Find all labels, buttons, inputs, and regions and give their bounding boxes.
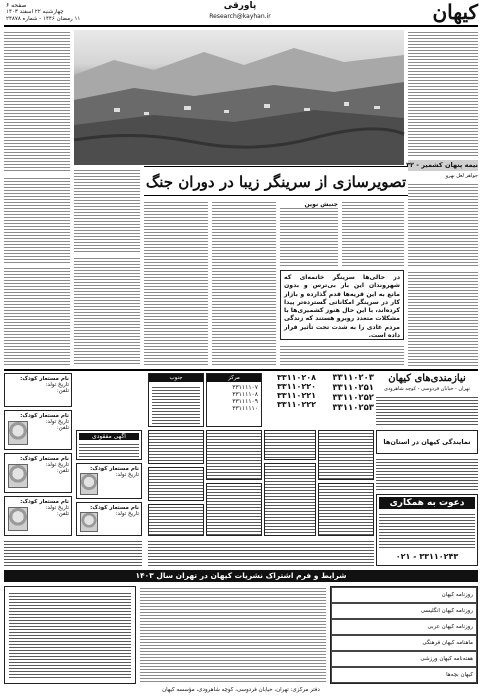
phone-number: ۳۳۱۱۰۲۵۳: [332, 403, 374, 413]
phone-number: ۳۳۱۱۱۱۰۸: [232, 391, 258, 398]
subscription-title: شرایط و فرم اشتراک نشریات کیهان در تهران سال ۱۴۰۳: [135, 571, 347, 580]
newspaper-logo: کیهان: [432, 0, 478, 24]
phone-number: ۳۳۱۱۱۱۰۹: [232, 398, 258, 405]
headline: تصویرسازی از سرینگر زیبا در دوران جنگ: [145, 173, 407, 191]
text-column: [4, 30, 70, 172]
cooperation-phone: ۳۳۱۱۰۲۴۳ - ۰۲۱: [395, 552, 459, 561]
classified-ad: [264, 463, 316, 536]
child-card: [4, 410, 72, 450]
table-row: روزنامه کیهان عربی: [331, 619, 477, 635]
phone-number: ۳۳۱۱۰۲۰۸: [276, 373, 316, 382]
text-column: [280, 200, 338, 266]
landscape-illustration: [74, 30, 404, 165]
text-column: [4, 539, 142, 566]
phone-number: ۳۳۱۱۰۲۲۰: [276, 382, 316, 391]
col-header-center: مرکز: [207, 374, 261, 382]
child-card: [76, 463, 142, 499]
table-row: ماهنامه کیهان فرهنگی: [331, 635, 477, 651]
text-column: [376, 457, 478, 491]
headline-box: [144, 166, 408, 196]
child-date-label: تاریخ تولد:: [45, 382, 69, 388]
child-date-label: تاریخ تولد:: [45, 419, 69, 425]
child-phone-label: تلفن:: [56, 388, 69, 394]
child-card: [4, 496, 72, 536]
cooperation-title: دعوت به همکاری: [379, 497, 475, 509]
srinagar-photo: [74, 30, 404, 165]
child-photo: [8, 507, 28, 531]
subscription-form: [4, 586, 136, 684]
text-column: [148, 539, 374, 566]
phone-number: ۳۳۱۱۰۲۲۲: [276, 400, 316, 409]
series-label-box: [408, 160, 478, 171]
child-phone-label: تلفن:: [56, 425, 69, 431]
ads-banner: [376, 373, 478, 427]
child-photo: [80, 473, 98, 495]
classified-ad: [318, 430, 374, 480]
text-column: [74, 168, 140, 253]
lost-notice-title: آگهی مفقودی: [79, 433, 139, 440]
ads-banner-title: نیازمندی‌های کیهان: [388, 373, 466, 384]
child-photo: [80, 512, 98, 532]
phone-number: ۳۳۱۱۰۲۰۳: [332, 373, 374, 383]
table-row: روزنامه کیهان: [331, 587, 477, 603]
child-name-label: نام مستعار کودک:: [20, 499, 69, 505]
byline-note: جواهر لعل نهرو: [445, 173, 478, 179]
subscription-footer: دفتر مرکزی: تهران، خیابان فردوسی، کوچه شاهرودی، مؤسسه کیهان: [162, 687, 320, 693]
cooperation-ad: [376, 494, 478, 566]
notice-box: [376, 430, 478, 454]
text-column: [4, 176, 70, 264]
phone-number: ۳۳۱۱۰۲۵۲: [332, 393, 374, 403]
child-card: [4, 453, 72, 493]
ads-banner-address: تهران - خیابان فردوسی - کوچه شاهرودی: [384, 386, 470, 392]
child-name-label: نام مستعار کودک:: [90, 466, 139, 472]
classified-ad: [148, 504, 204, 536]
subscription-banner: [4, 570, 478, 582]
header-rule: [4, 25, 478, 27]
text-column: [408, 182, 478, 266]
table-row: روزنامه کیهان انگلیسی: [331, 603, 477, 619]
child-date-label: تاریخ تولد:: [45, 505, 69, 511]
text-column: [408, 270, 478, 366]
section-email: Research@kayhan.ir: [209, 13, 271, 20]
classified-ad: [148, 467, 204, 501]
col-header-south: جنوب: [149, 374, 203, 382]
classified-ad: [148, 430, 204, 464]
phone-number: ۳۳۱۱۱۱۰۷: [232, 384, 258, 391]
child-photo: [8, 464, 28, 488]
issue-number: ۱۱ رمضان ۱۴۴۶ - شماره ۲۴۸۷۸: [6, 16, 81, 22]
page-number: صفحه ۶: [6, 2, 27, 9]
text-column: [408, 30, 478, 158]
section-rule: [4, 369, 478, 371]
child-name-label: نام مستعار کودک:: [20, 376, 69, 382]
boxed-quote: [280, 270, 404, 340]
issue-date: چهارشنبه ۲۲ اسفند ۱۴۰۳: [6, 9, 64, 15]
table-row: کیهان بچه‌ها: [331, 667, 477, 683]
child-date-label: تاریخ تولد:: [115, 472, 139, 478]
series-label: نیمه پنهان کشمیر - ۳۲: [406, 161, 478, 169]
child-date-label: تاریخ تولد:: [115, 511, 139, 517]
classified-ad: [318, 483, 374, 536]
child-card: [4, 373, 72, 407]
phone-number: ۳۳۱۱۱۱۱۰: [232, 405, 258, 412]
phones-table-center: [206, 373, 262, 427]
text-column: [342, 200, 404, 266]
text-column: [4, 266, 70, 366]
subscription-table: [330, 586, 478, 684]
subscription-terms: [140, 586, 326, 684]
child-name-label: نام مستعار کودک:: [20, 413, 69, 419]
phone-number: ۳۳۱۱۰۲۲۱: [276, 391, 316, 400]
phones-list-primary: [318, 373, 374, 427]
child-phone-label: تلفن:: [56, 511, 69, 517]
classified-ad: [206, 483, 262, 536]
text-column: [212, 200, 276, 366]
classified-ad: [264, 430, 316, 460]
table-row: هفته‌نامه کیهان ورزشی: [331, 651, 477, 667]
classified-ad: [206, 430, 262, 480]
text-column: [74, 256, 140, 366]
text-column: [280, 344, 404, 366]
section-title: پاورقی: [223, 1, 257, 11]
phones-list-main: [264, 373, 316, 427]
child-name-label: نام مستعار کودک:: [20, 456, 69, 462]
text-column: [144, 200, 208, 366]
subhead: جنبش نوین: [280, 201, 338, 208]
child-photo: [8, 421, 28, 445]
child-card: [76, 502, 142, 536]
child-date-label: تاریخ تولد:: [45, 462, 69, 468]
child-phone-label: تلفن:: [56, 468, 69, 474]
page-header: [0, 0, 482, 26]
phone-number: ۳۳۱۱۰۲۵۱: [332, 383, 374, 393]
child-name-label: نام مستعار کودک:: [90, 505, 139, 511]
quote-text: در حالی‌ها سرینگر خاتمه‌ای که شهروندان این بار بی‌ترس و بدون مانع به این قریه‌ها قدم گذارده و بازار کار در سرینگر امکاناتی گسترده‌تر پیدا کرده‌اند، با این حال هنوز کشمیری‌ها با مشکلات متعدد روبرو هستند که زندگی مردم عادی را به شدت تحت تأثیر قرار داده است.: [284, 274, 400, 340]
phones-table-south: [148, 373, 204, 427]
notice-box-title: نمایندگی کیهان در استان‌ها: [383, 438, 471, 446]
lost-notice: [76, 430, 142, 460]
